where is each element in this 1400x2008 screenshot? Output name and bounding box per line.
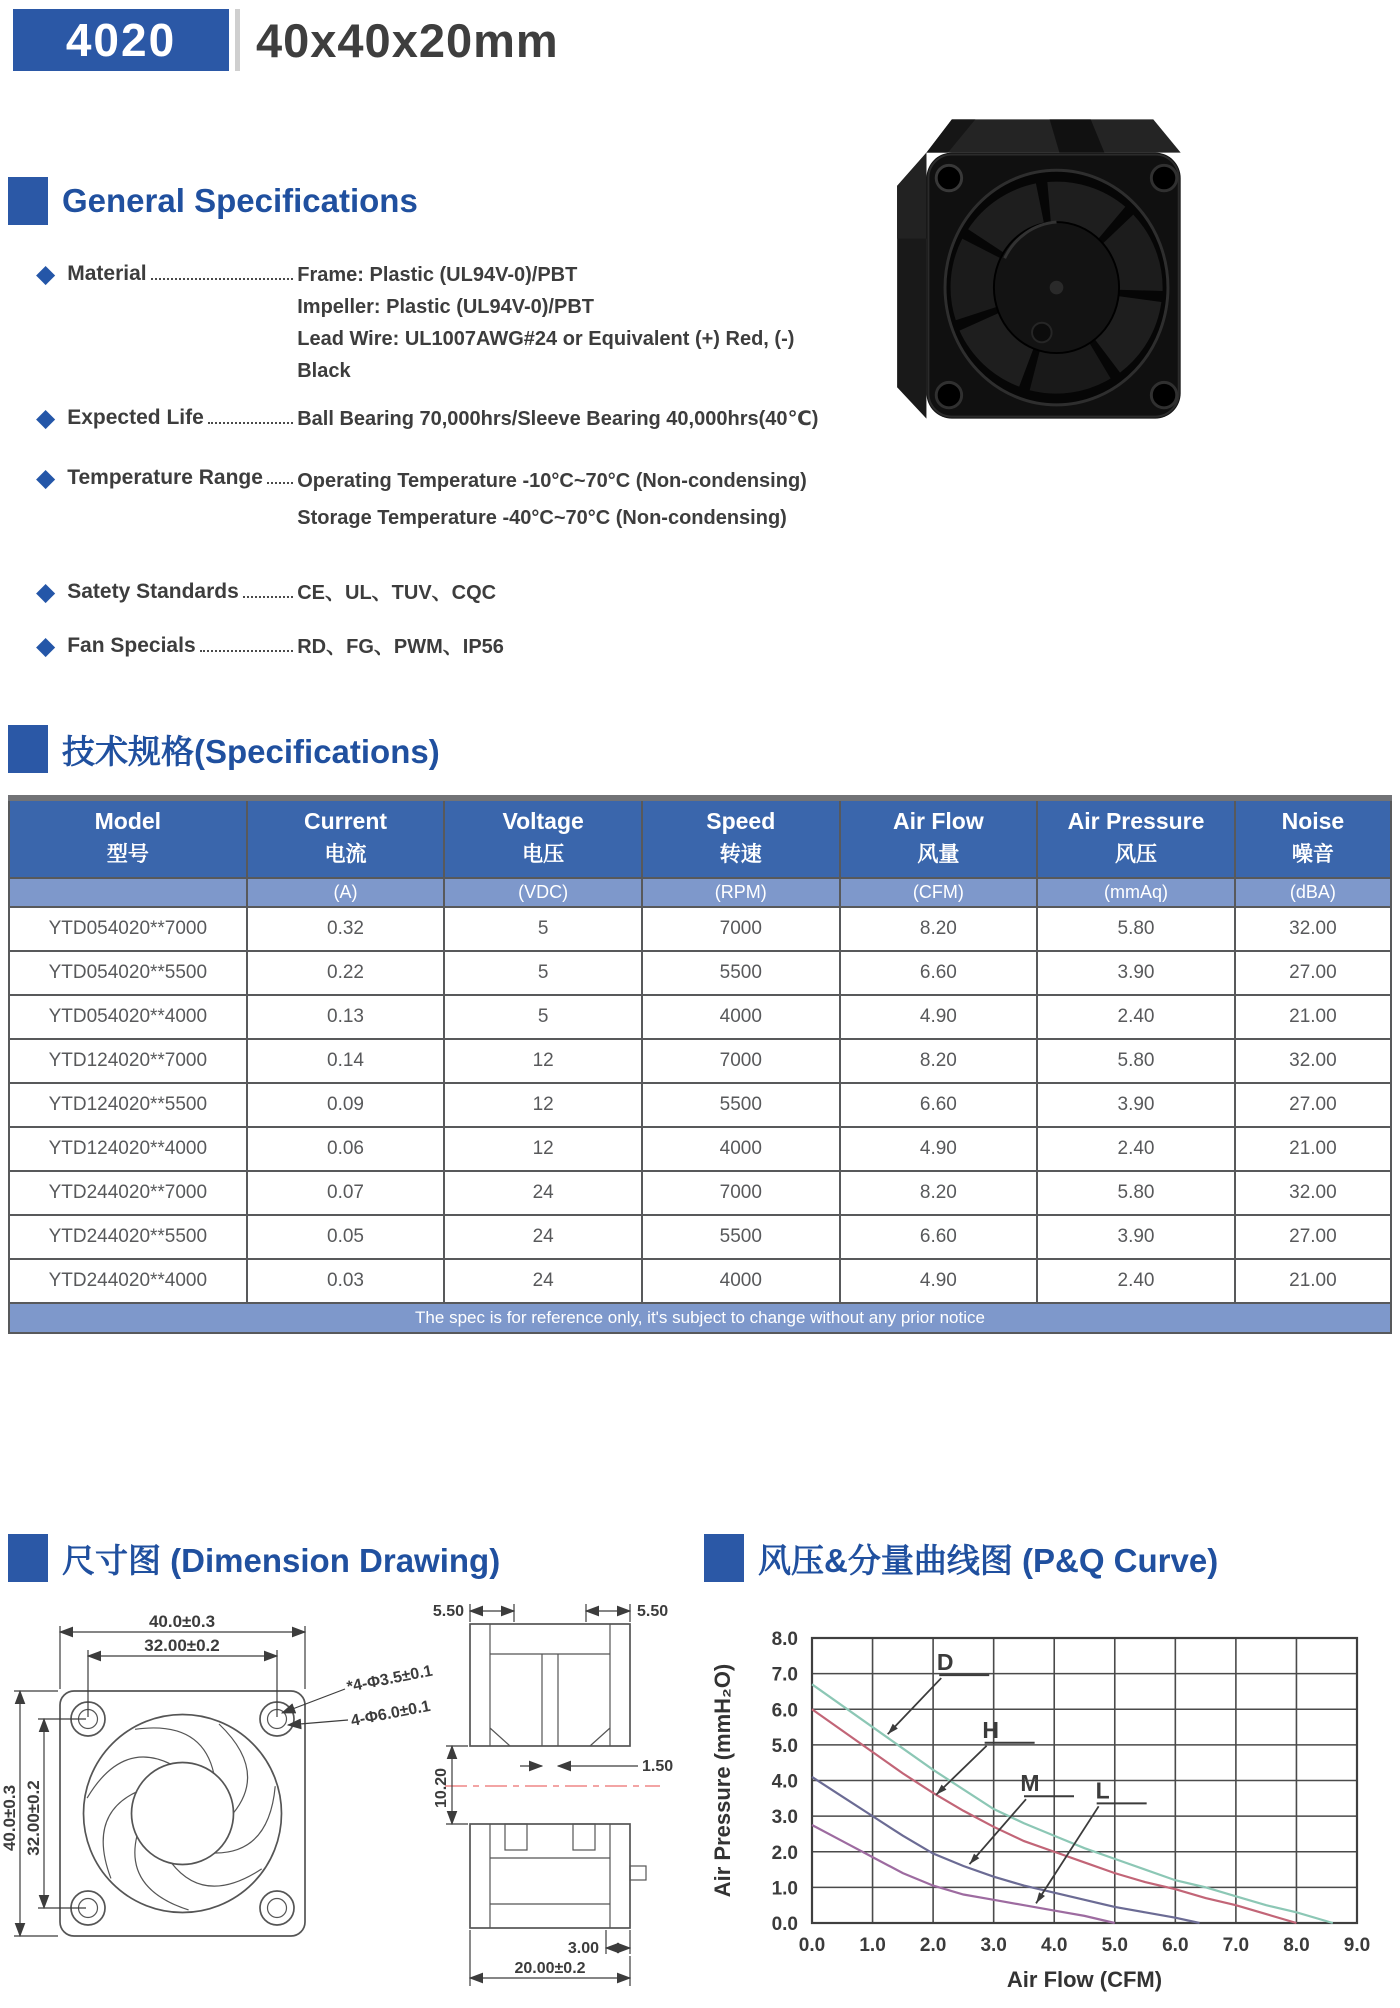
value-cell: 5 bbox=[444, 907, 642, 951]
value-cell: 7000 bbox=[642, 907, 840, 951]
value-cell: 24 bbox=[444, 1171, 642, 1215]
side-dim-height-mid: 10.20 bbox=[433, 1767, 450, 1809]
section-marker bbox=[8, 725, 48, 773]
side-view bbox=[433, 1603, 673, 1986]
side-dim-gap: 1.50 bbox=[642, 1758, 674, 1775]
model-cell: YTD124020**4000 bbox=[9, 1127, 247, 1171]
value-cell: 8.20 bbox=[840, 907, 1038, 951]
pq-curve-chart bbox=[700, 1596, 1400, 2003]
spec-value-line: Storage Temperature -40°C~70°C (Non-condensing) bbox=[297, 507, 787, 529]
spec-item-label: Satety Standards bbox=[67, 580, 239, 603]
value-cell: 0.22 bbox=[247, 951, 445, 995]
value-cell: 21.00 bbox=[1235, 995, 1391, 1039]
column-unit: (RPM) bbox=[642, 878, 840, 907]
value-cell: 4.90 bbox=[840, 1259, 1038, 1303]
spec-item-values bbox=[297, 463, 807, 537]
model-cell: YTD244020**4000 bbox=[9, 1259, 247, 1303]
value-cell: 4000 bbox=[642, 1259, 840, 1303]
spec-item-satety-standards bbox=[36, 577, 841, 609]
diamond-bullet-icon: ◆ bbox=[36, 404, 56, 432]
column-unit: (dBA) bbox=[1235, 878, 1391, 907]
column-header-noise bbox=[1235, 798, 1391, 878]
value-cell: 2.40 bbox=[1037, 1127, 1235, 1171]
value-cell: 4.90 bbox=[840, 995, 1038, 1039]
value-cell: 27.00 bbox=[1235, 951, 1391, 995]
side-dim-depth: 20.00±0.2 bbox=[514, 1960, 586, 1977]
table-row bbox=[9, 1215, 1391, 1259]
spec-value-line: RD、FG、PWM、IP56 bbox=[297, 636, 504, 658]
value-cell: 4.90 bbox=[840, 1127, 1038, 1171]
value-cell: 27.00 bbox=[1235, 1215, 1391, 1259]
column-header-en: Air Pressure bbox=[1067, 808, 1205, 834]
curve-label-M: M bbox=[1020, 1770, 1040, 1797]
value-cell: 2.40 bbox=[1037, 995, 1235, 1039]
dotted-leader bbox=[200, 649, 294, 652]
value-cell: 8.20 bbox=[840, 1171, 1038, 1215]
dotted-leader bbox=[267, 481, 293, 484]
side-dim-top-right: 5.50 bbox=[637, 1603, 669, 1620]
x-tick-label: 3.0 bbox=[980, 1935, 1007, 1956]
model-cell: YTD124020**7000 bbox=[9, 1039, 247, 1083]
spec-value-line: Lead Wire: UL1007AWG#24 or Equivalent (+) Red, (-) Black bbox=[297, 328, 795, 382]
curve-label-D: D bbox=[936, 1649, 954, 1676]
value-cell: 4000 bbox=[642, 995, 840, 1039]
value-cell: 6.60 bbox=[840, 1215, 1038, 1259]
spec-value-line: Impeller: Plastic (UL94V-0)/PBT bbox=[297, 296, 594, 318]
page-header bbox=[0, 0, 1400, 71]
curve-label-H: H bbox=[982, 1716, 999, 1743]
side-dim-top-left: 5.50 bbox=[432, 1603, 464, 1620]
spec-item-label: Fan Specials bbox=[67, 634, 196, 657]
y-tick-label: 3.0 bbox=[771, 1807, 798, 1829]
spec-value-line: Operating Temperature -10°C~70°C (Non-condensing) bbox=[297, 470, 807, 492]
specifications-table bbox=[8, 795, 1392, 1334]
value-cell: 0.09 bbox=[247, 1083, 445, 1127]
value-cell: 3.90 bbox=[1037, 1083, 1235, 1127]
table-note: The spec is for reference only, it's subject to change without any prior notice bbox=[9, 1303, 1391, 1333]
spec-item-fan-specials bbox=[36, 631, 841, 663]
table-row bbox=[9, 1039, 1391, 1083]
column-header-zh: 电压 bbox=[522, 843, 565, 866]
value-cell: 5500 bbox=[642, 951, 840, 995]
front-view bbox=[0, 1612, 434, 1936]
y-tick-label: 6.0 bbox=[771, 1700, 798, 1722]
value-cell: 6.60 bbox=[840, 1083, 1038, 1127]
value-cell: 2.40 bbox=[1037, 1259, 1235, 1303]
dim-width-outer: 40.0±0.3 bbox=[148, 1612, 216, 1631]
spec-value-line: Frame: Plastic (UL94V-0)/PBT bbox=[297, 264, 578, 286]
hole-note-1: *4-Φ3.5±0.1 bbox=[345, 1662, 435, 1696]
dotted-leader bbox=[208, 421, 293, 424]
column-header-zh: 噪音 bbox=[1291, 843, 1334, 866]
x-tick-label: 6.0 bbox=[1162, 1935, 1189, 1956]
arrowhead bbox=[1036, 1892, 1045, 1903]
x-tick-label: 8.0 bbox=[1283, 1935, 1310, 1956]
dotted-leader bbox=[243, 595, 293, 598]
section-title: 技术规格(Specifications) bbox=[62, 732, 440, 770]
value-cell: 32.00 bbox=[1235, 1171, 1391, 1215]
value-cell: 5500 bbox=[642, 1215, 840, 1259]
spec-item-label: Material bbox=[67, 262, 147, 285]
table-row bbox=[9, 1259, 1391, 1303]
table-row bbox=[9, 1127, 1391, 1171]
column-header-speed bbox=[642, 798, 840, 878]
value-cell: 8.20 bbox=[840, 1039, 1038, 1083]
value-cell: 5.80 bbox=[1037, 1039, 1235, 1083]
curve-label-arrow bbox=[1036, 1806, 1099, 1903]
spec-item-values bbox=[297, 403, 818, 435]
y-axis-title: Air Pressure (mmH₂O) bbox=[710, 1663, 735, 1898]
x-tick-label: 1.0 bbox=[859, 1935, 886, 1956]
dotted-leader bbox=[151, 277, 294, 280]
spec-item-values bbox=[297, 631, 504, 663]
general-spec-list bbox=[36, 259, 841, 663]
value-cell: 7000 bbox=[642, 1171, 840, 1215]
value-cell: 24 bbox=[444, 1215, 642, 1259]
value-cell: 27.00 bbox=[1235, 1083, 1391, 1127]
model-cell: YTD054020**7000 bbox=[9, 907, 247, 951]
dim-width-inner: 32.00±0.2 bbox=[144, 1636, 220, 1655]
column-header-en: Model bbox=[94, 808, 162, 834]
diamond-bullet-icon: ◆ bbox=[36, 632, 56, 660]
model-cell: YTD054020**4000 bbox=[9, 995, 247, 1039]
y-tick-label: 2.0 bbox=[771, 1842, 798, 1864]
x-tick-label: 4.0 bbox=[1041, 1935, 1068, 1956]
model-cell: YTD124020**5500 bbox=[9, 1083, 247, 1127]
dim-height-outer: 40.0±0.3 bbox=[0, 1784, 19, 1852]
column-header-voltage bbox=[444, 798, 642, 878]
model-cell: YTD054020**5500 bbox=[9, 951, 247, 995]
value-cell: 0.32 bbox=[247, 907, 445, 951]
column-header-en: Voltage bbox=[502, 808, 584, 834]
value-cell: 32.00 bbox=[1235, 907, 1391, 951]
dim-height-inner: 32.00±0.2 bbox=[24, 1780, 43, 1856]
model-cell: YTD244020**5500 bbox=[9, 1215, 247, 1259]
value-cell: 21.00 bbox=[1235, 1127, 1391, 1171]
spec-item-values bbox=[297, 577, 496, 609]
table-row bbox=[9, 1171, 1391, 1215]
column-header-zh: 转速 bbox=[719, 843, 762, 866]
spec-value-line: Ball Bearing 70,000hrs/Sleeve Bearing 40,000hrs(40℃) bbox=[297, 408, 819, 430]
value-cell: 5.80 bbox=[1037, 1171, 1235, 1215]
value-cell: 0.06 bbox=[247, 1127, 445, 1171]
column-header-en: Noise bbox=[1281, 808, 1345, 834]
y-tick-label: 4.0 bbox=[771, 1771, 798, 1793]
value-cell: 5 bbox=[444, 995, 642, 1039]
column-header-en: Air Flow bbox=[893, 808, 984, 834]
y-tick-label: 1.0 bbox=[771, 1878, 798, 1900]
spec-item-values bbox=[297, 259, 841, 387]
diamond-bullet-icon: ◆ bbox=[36, 578, 56, 606]
curve-L bbox=[812, 1825, 1115, 1923]
value-cell: 6.60 bbox=[840, 951, 1038, 995]
header-divider bbox=[235, 9, 240, 71]
diamond-bullet-icon: ◆ bbox=[36, 464, 56, 492]
spec-item-label: Expected Life bbox=[67, 406, 204, 429]
column-header-zh: 电流 bbox=[324, 843, 367, 866]
value-cell: 12 bbox=[444, 1039, 642, 1083]
specifications-heading bbox=[8, 725, 1400, 773]
column-header-en: Speed bbox=[706, 808, 776, 834]
value-cell: 4000 bbox=[642, 1127, 840, 1171]
column-unit: (mmAq) bbox=[1037, 878, 1235, 907]
spec-item-expected-life bbox=[36, 403, 841, 435]
value-cell: 5.80 bbox=[1037, 907, 1235, 951]
column-unit bbox=[9, 878, 247, 907]
column-unit: (A) bbox=[247, 878, 445, 907]
section-marker bbox=[704, 1534, 744, 1582]
column-unit: (CFM) bbox=[840, 878, 1038, 907]
value-cell: 0.03 bbox=[247, 1259, 445, 1303]
curve-label-L: L bbox=[1095, 1777, 1110, 1804]
spec-item-temperature-range bbox=[36, 463, 841, 537]
column-header-current bbox=[247, 798, 445, 878]
table-row bbox=[9, 1083, 1391, 1127]
dimension-drawing-heading bbox=[8, 1534, 700, 1582]
value-cell: 0.14 bbox=[247, 1039, 445, 1083]
value-cell: 12 bbox=[444, 1083, 642, 1127]
value-cell: 21.00 bbox=[1235, 1259, 1391, 1303]
column-header-en: Current bbox=[303, 808, 388, 834]
side-dim-bottom-inner: 3.00 bbox=[567, 1940, 599, 1957]
table-row bbox=[9, 907, 1391, 951]
product-code-badge: 4020 bbox=[13, 9, 229, 71]
column-header-model bbox=[9, 798, 247, 878]
section-title: 风压&分量曲线图 (P&Q Curve) bbox=[758, 1541, 1219, 1579]
value-cell: 24 bbox=[444, 1259, 642, 1303]
fan-product-photo bbox=[858, 92, 1210, 444]
column-header-air-flow bbox=[840, 798, 1038, 878]
value-cell: 0.07 bbox=[247, 1171, 445, 1215]
column-unit: (VDC) bbox=[444, 878, 642, 907]
value-cell: 12 bbox=[444, 1127, 642, 1171]
column-header-zh: 风量 bbox=[917, 843, 960, 866]
column-header-air-pressure bbox=[1037, 798, 1235, 878]
spec-value-line: CE、UL、TUV、CQC bbox=[297, 582, 497, 604]
value-cell: 5500 bbox=[642, 1083, 840, 1127]
chart-grid bbox=[812, 1638, 1357, 1923]
x-tick-label: 7.0 bbox=[1222, 1935, 1250, 1956]
y-tick-label: 5.0 bbox=[771, 1735, 798, 1757]
column-header-zh: 风压 bbox=[1115, 843, 1158, 866]
x-tick-label: 2.0 bbox=[919, 1935, 947, 1956]
x-tick-label: 5.0 bbox=[1101, 1935, 1128, 1956]
pq-curve-heading bbox=[704, 1534, 1400, 1582]
y-tick-label: 7.0 bbox=[771, 1664, 798, 1686]
model-cell: YTD244020**7000 bbox=[9, 1171, 247, 1215]
value-cell: 32.00 bbox=[1235, 1039, 1391, 1083]
section-title: 尺寸图 (Dimension Drawing) bbox=[62, 1541, 501, 1579]
section-title: General Specifications bbox=[62, 182, 418, 219]
section-marker bbox=[8, 1534, 48, 1582]
value-cell: 0.05 bbox=[247, 1215, 445, 1259]
spec-item-label: Temperature Range bbox=[67, 466, 263, 489]
section-marker bbox=[8, 177, 48, 225]
value-cell: 5 bbox=[444, 951, 642, 995]
value-cell: 3.90 bbox=[1037, 951, 1235, 995]
y-tick-label: 8.0 bbox=[771, 1629, 798, 1650]
hole-note-2: 4-Φ6.0±0.1 bbox=[349, 1697, 432, 1730]
product-size-title: 40x40x20mm bbox=[256, 13, 559, 67]
value-cell: 7000 bbox=[642, 1039, 840, 1083]
curve-label-arrow bbox=[969, 1799, 1026, 1864]
value-cell: 0.13 bbox=[247, 995, 445, 1039]
x-tick-label: 0.0 bbox=[798, 1935, 826, 1956]
dimension-drawing bbox=[0, 1596, 700, 2003]
x-tick-label: 9.0 bbox=[1343, 1935, 1371, 1956]
diamond-bullet-icon: ◆ bbox=[36, 260, 56, 288]
table-row bbox=[9, 995, 1391, 1039]
x-axis-title: Air Flow (CFM) bbox=[1006, 1967, 1163, 1992]
value-cell: 3.90 bbox=[1037, 1215, 1235, 1259]
y-tick-label: 0.0 bbox=[771, 1914, 798, 1935]
table-row bbox=[9, 951, 1391, 995]
spec-item-material bbox=[36, 259, 841, 387]
column-header-zh: 型号 bbox=[106, 843, 149, 866]
